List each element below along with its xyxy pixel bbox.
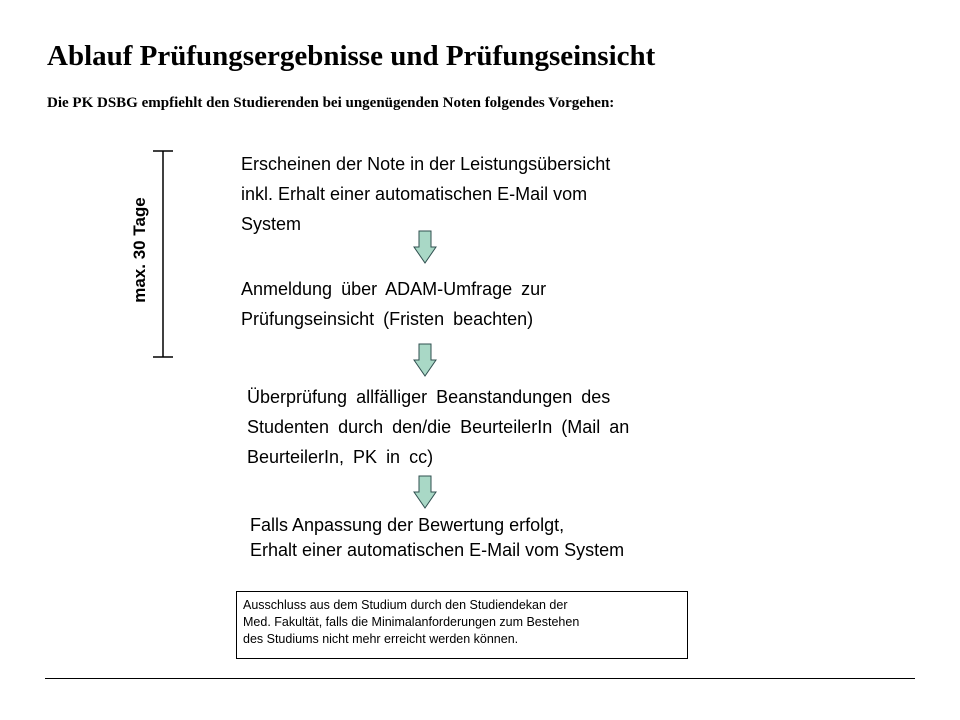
down-arrow-icon (413, 475, 437, 509)
flow-step-4 (250, 513, 624, 563)
flow-step-line: inkl. Erhalt einer automatischen E-Mail vom (241, 184, 588, 204)
time-bracket-label: max. 30 Tage (130, 197, 149, 303)
flow-step-line: Erscheinen der Note in der Leistungsübersicht (241, 154, 611, 174)
flow-step-line: System (241, 214, 302, 234)
flow-step-line: Falls Anpassung der Bewertung erfolgt, (250, 515, 565, 535)
exclusion-notice-box (236, 591, 688, 659)
down-arrow-icon (413, 230, 437, 264)
notice-line: Ausschluss aus dem Studium durch den Studiendekan der (243, 598, 568, 612)
flow-step-line: Anmeldung über ADAM-Umfrage zur (241, 279, 547, 299)
flow-step-2 (241, 274, 546, 334)
notice-line: Med. Fakultät, falls die Minimalanforderungen zum Bestehen (243, 615, 580, 629)
flow-step-line: Erhalt einer automatischen E-Mail vom System (250, 540, 625, 560)
page-title: Ablauf Prüfungsergebnisse und Prüfungseinsicht (47, 40, 656, 72)
notice-line: des Studiums nicht mehr erreicht werden können. (243, 632, 519, 646)
flow-step-line: Prüfungseinsicht (Fristen beachten) (241, 309, 534, 329)
down-arrow-icon (413, 343, 437, 377)
footer-divider (45, 678, 915, 679)
flow-step-line: Studenten durch den/die BeurteilerIn (Mail an (247, 417, 630, 437)
flow-step-1 (241, 149, 610, 239)
flow-step-line: BeurteilerIn, PK in cc) (247, 447, 434, 467)
time-bracket (152, 150, 174, 358)
flow-step-line: Überprüfung allfälliger Beanstandungen des (247, 387, 611, 407)
flow-step-3 (247, 382, 629, 472)
page-subtitle: Die PK DSBG empfiehlt den Studierenden bei ungenügenden Noten folgendes Vorgehen: (47, 95, 615, 111)
